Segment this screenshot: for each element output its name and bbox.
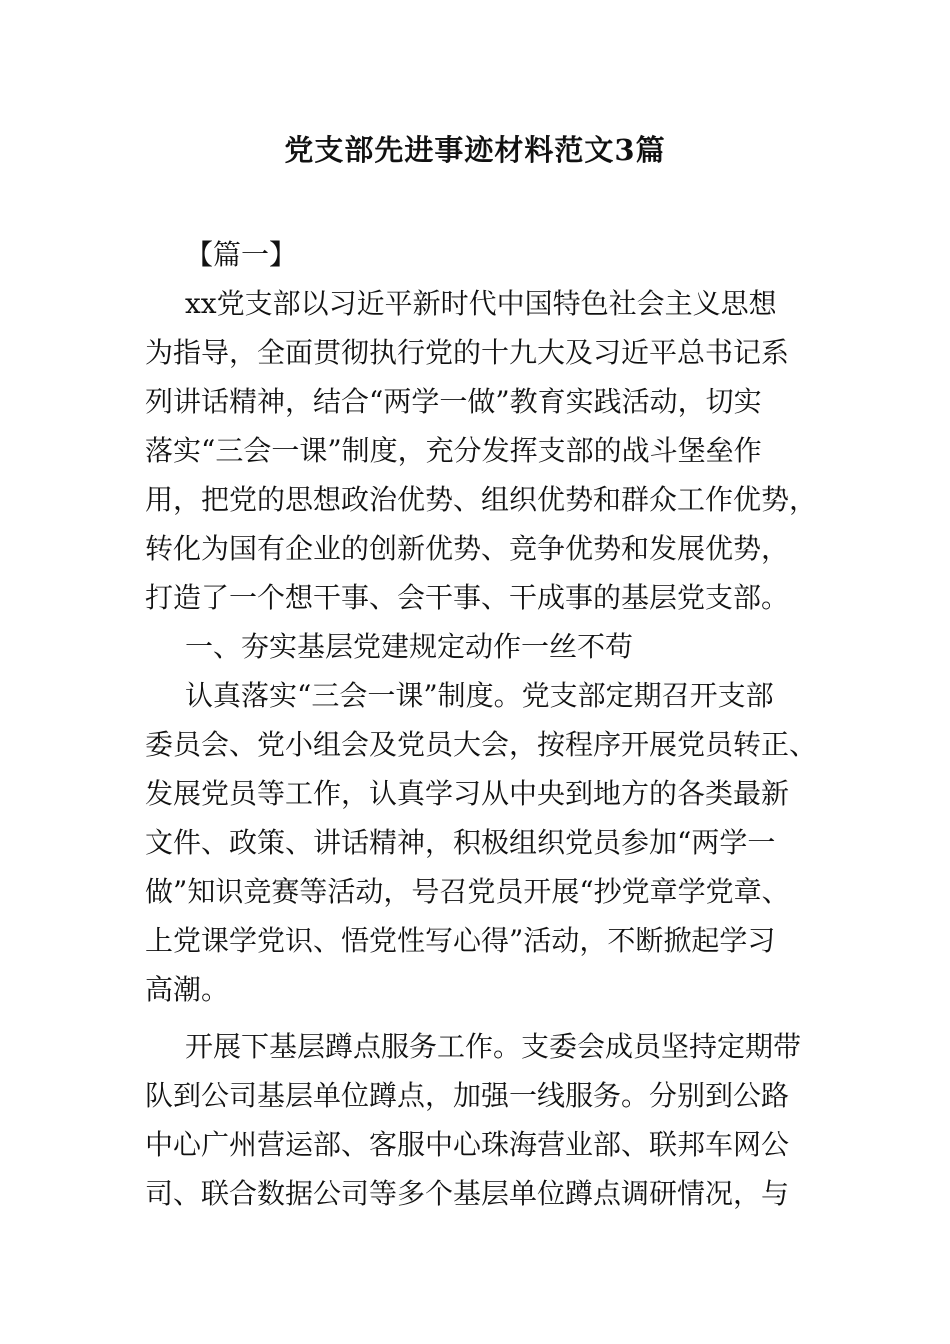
paragraph-line: 认真落实“三会一课”制度。党支部定期召开支部 [185, 679, 774, 712]
section-label: 【篇一】 [185, 238, 298, 271]
document-body [145, 230, 825, 1218]
paragraph-line: 中心广州营运部、客服中心珠海营业部、联邦车网公 [145, 1128, 790, 1161]
paragraph-line: 落实“三会一课”制度，充分发挥支部的战斗堡垒作 [145, 434, 762, 467]
paragraph-line: 列讲话精神，结合“两学一做”教育实践活动，切实 [145, 385, 762, 418]
paragraph-line: 为指导，全面贯彻执行党的十九大及习近平总书记系 [145, 336, 790, 369]
paragraph-line: 司、联合数据公司等多个基层单位蹲点调研情况，与 [145, 1177, 790, 1210]
paragraph-line: 打造了一个想干事、会干事、干成事的基层党支部。 [145, 581, 790, 614]
section-heading: 一、夯实基层党建规定动作一丝不苟 [185, 630, 634, 663]
paragraph-line: 开展下基层蹲点服务工作。支委会成员坚持定期带 [185, 1030, 802, 1063]
paragraph-line: 发展党员等工作，认真学习从中央到地方的各类最新 [145, 777, 790, 810]
paragraph-line: 用，把党的思想政治优势、组织优势和群众工作优势， [145, 483, 818, 516]
paragraph-line: xx党支部以习近平新时代中国特色社会主义思想 [185, 287, 777, 320]
paragraph-line: 委员会、党小组会及党员大会，按程序开展党员转正、 [145, 728, 818, 761]
document-title: 党支部先进事迹材料范文3篇 [284, 133, 666, 167]
paragraph-line: 上党课学党识、悟党性写心得”活动，不断掀起学习 [145, 924, 776, 957]
paragraph-line: 高潮。 [145, 973, 230, 1006]
paragraph-line: 文件、政策、讲话精神，积极组织党员参加“两学一 [145, 826, 776, 859]
paragraph-line: 做”知识竞赛等活动，号召党员开展“抄党章学党章、 [145, 875, 790, 908]
paragraph-line: 转化为国有企业的创新优势、竞争优势和发展优势， [145, 532, 790, 565]
paragraph-line: 队到公司基层单位蹲点，加强一线服务。分别到公路 [145, 1079, 790, 1112]
